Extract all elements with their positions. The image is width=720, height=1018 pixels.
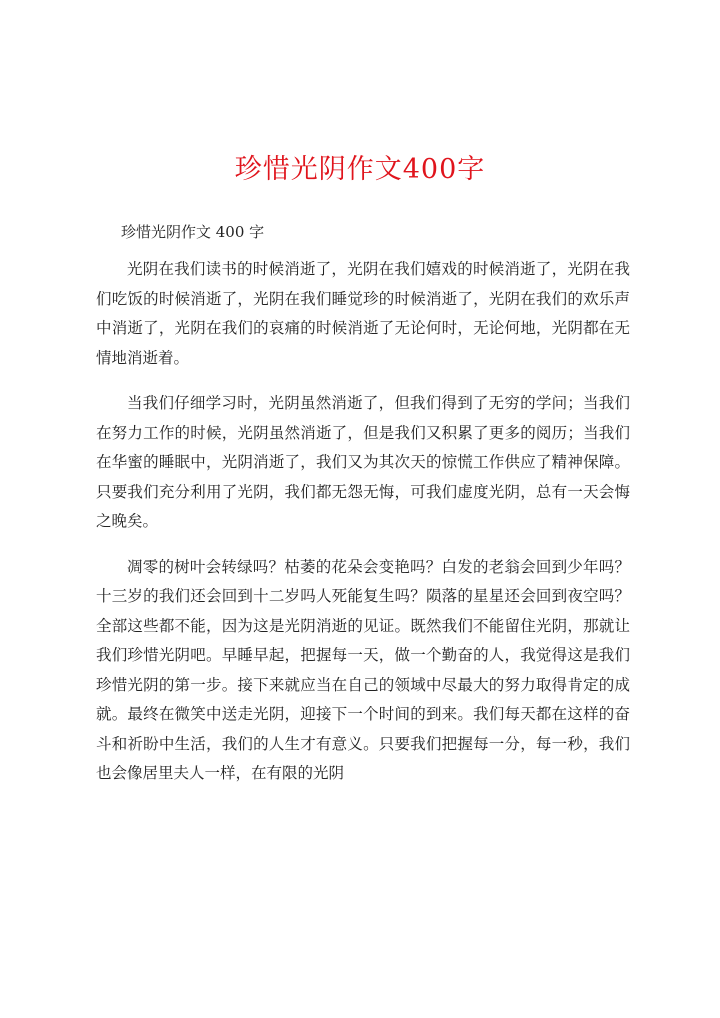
document-title: 珍惜光阴作文400字	[234, 154, 486, 185]
paragraph-1: 光阴在我们读书的时候消逝了，光阴在我们嬉戏的时候消逝了，光阴在我们吃饭的时候消逝了，光阴在我们睡觉珍的时候消逝了，光阴在我们的欢乐声中消逝了，光阴在我们的哀痛的时候消逝了无论何时，无论何地，光阴都在无情地消逝着。	[96, 260, 630, 367]
paragraph-2: 当我们仔细学习时，光阴虽然消逝了，但我们得到了无穷的学问；当我们在努力工作的时候，光阴虽然消逝了，但是我们又积累了更多的阅历；当我们在华蜜的睡眠中，光阴消逝了，我们又为其次天的惊慌工作供应了精神保障。只要我们充分利用了光阴，我们都无怨无悔，可我们虚度光阴，总有一天会悔之晚矣。	[96, 394, 630, 530]
paragraph-3: 凋零的树叶会转绿吗？枯萎的花朵会变艳吗？白发的老翁会回到少年吗？十三岁的我们还会回到十二岁吗人死能复生吗？陨落的星星还会回到夜空吗？全部这些都不能，因为这是光阴消逝的见证。既然我们不能留住光阴，那就让我们珍惜光阴吧。早睡早起，把握每一天，做一个勤奋的人，我觉得这是我们珍惜光阴的第一步。接下来就应当在自己的领域中尽最大的努力取得肯定的成就。最终在微笑中送走光阴，迎接下一个时间的到来。我们每天都在这样的奋斗和祈盼中生活，我们的人生才有意义。只要我们把握每一分，每一秒，我们也会像居里夫人一样，在有限的光阴	[96, 557, 630, 782]
document-body	[96, 255, 630, 805]
document-subtitle: 珍惜光阴作文 400 字	[121, 223, 265, 241]
